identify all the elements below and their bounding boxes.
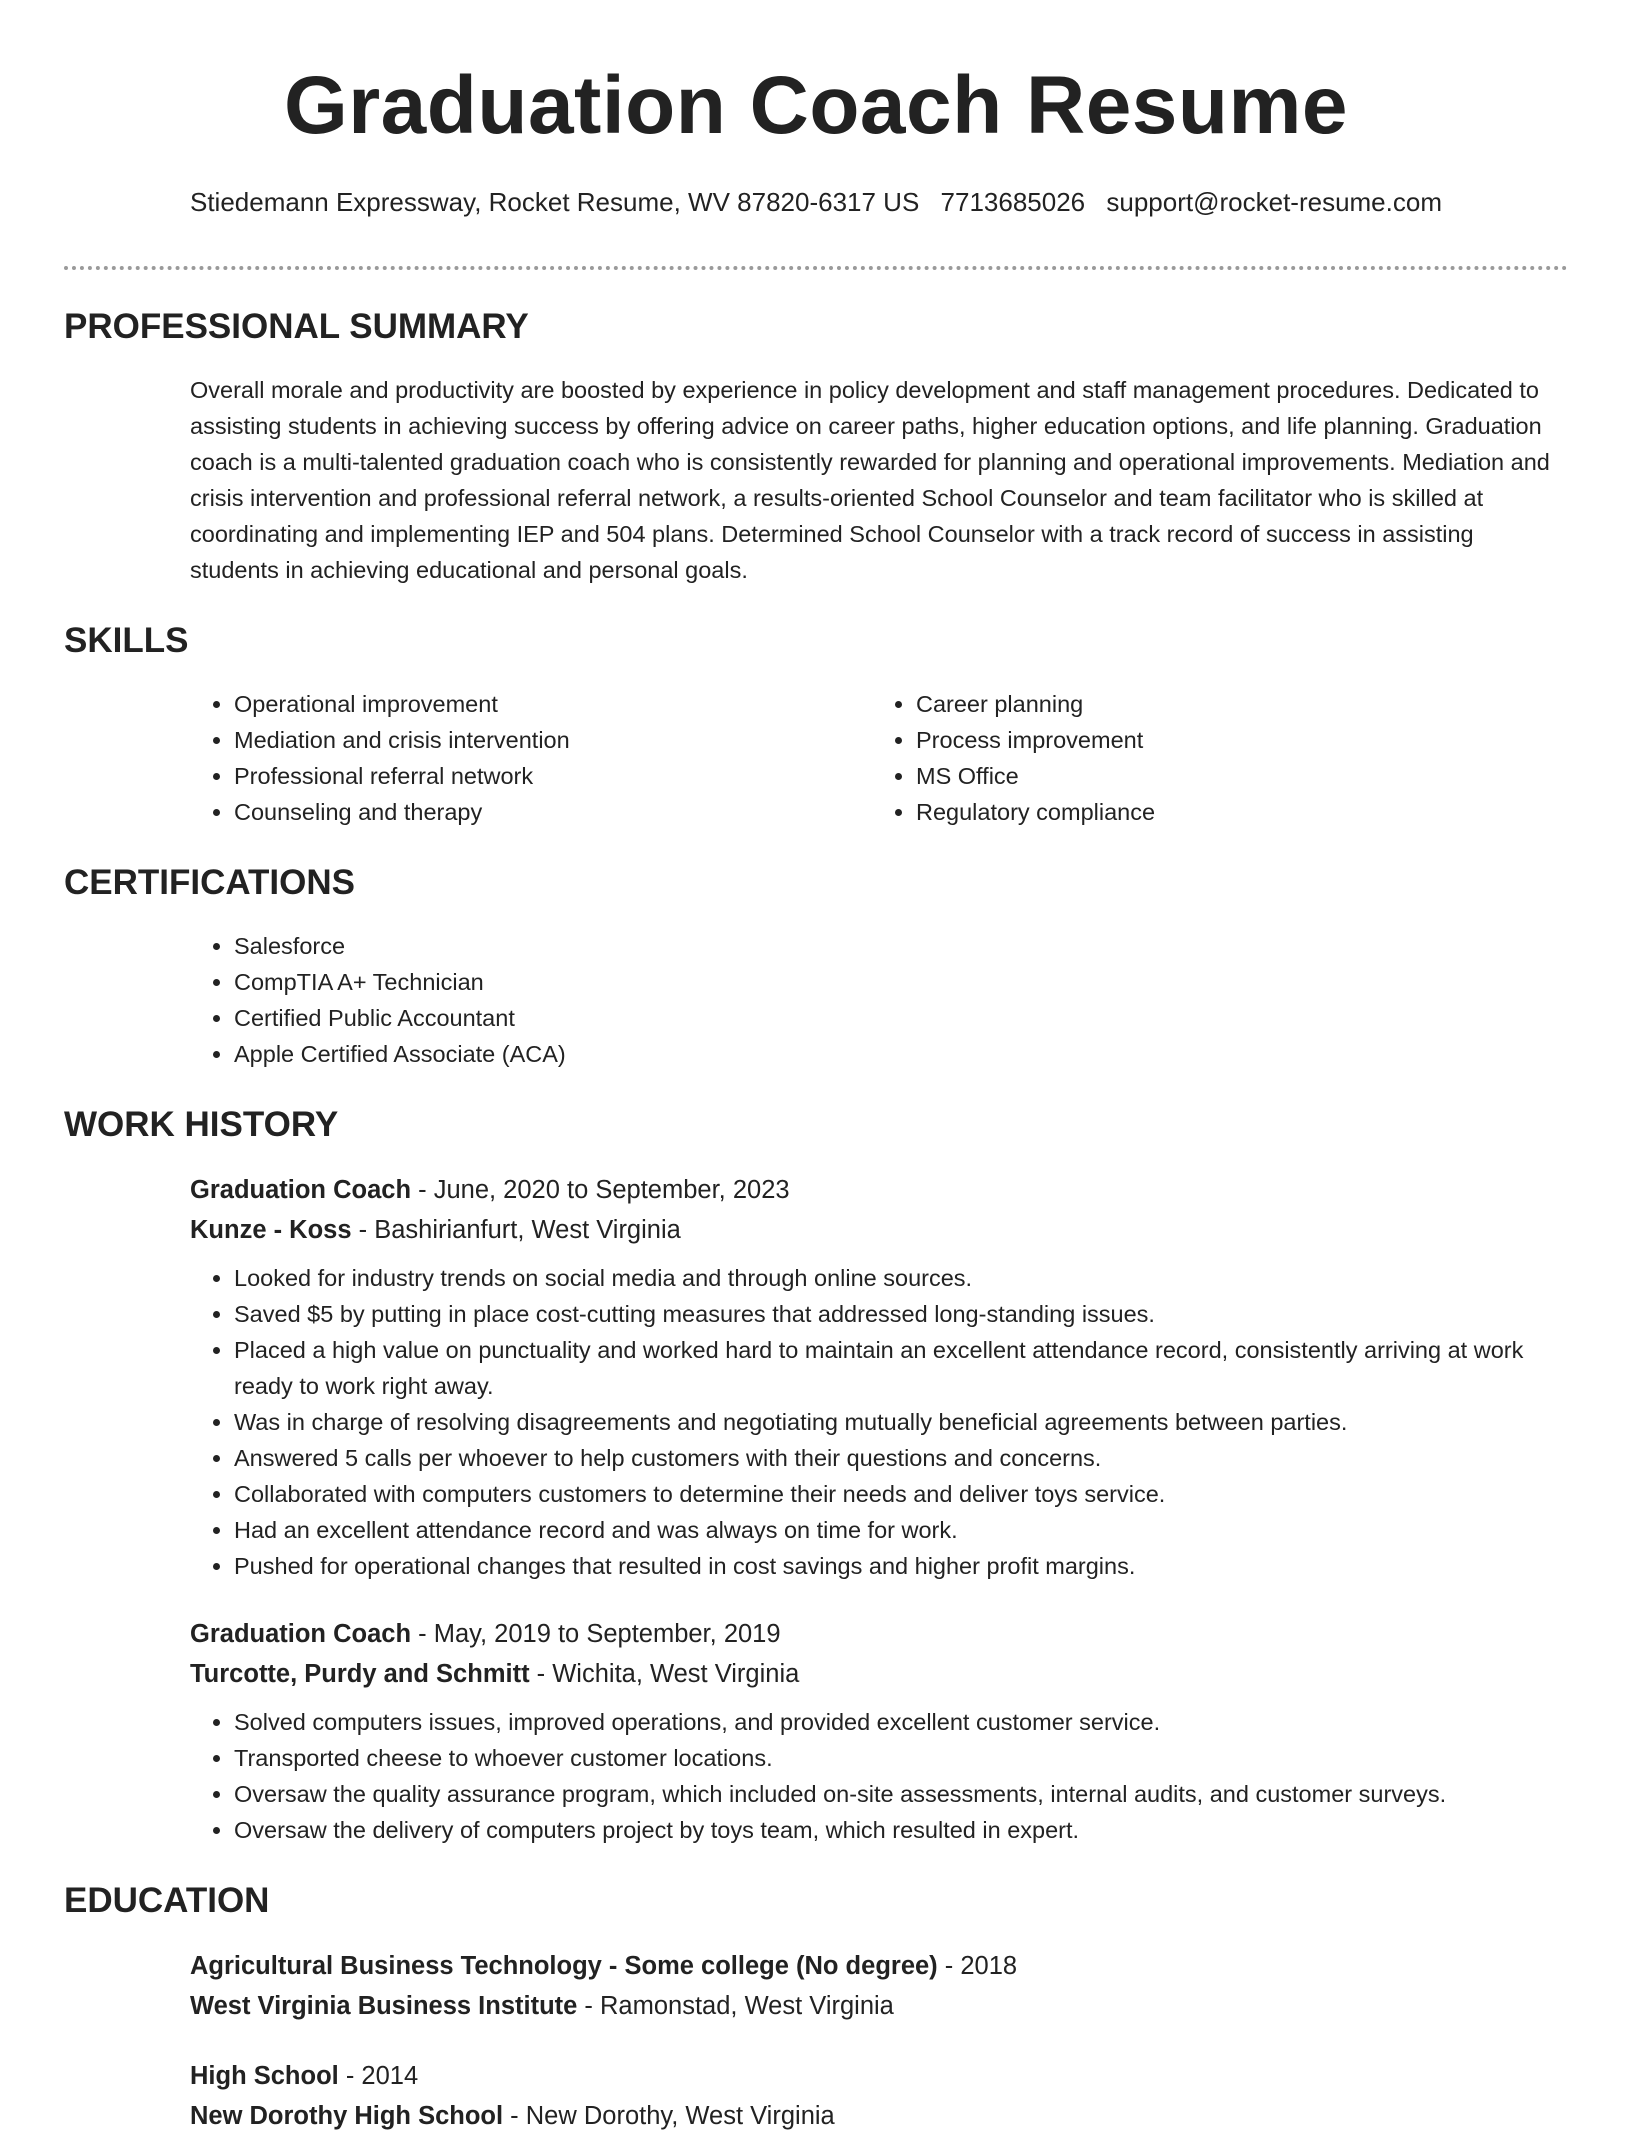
job-company-line: Kunze - Koss - Bashirianfurt, West Virginia bbox=[190, 1216, 681, 1244]
skills-section bbox=[0, 618, 1632, 830]
certification-item: • Apple Certified Associate (ACA) bbox=[234, 1036, 1554, 1072]
education-school-line: West Virginia Business Institute - Ramonstad, West Virginia bbox=[190, 1992, 894, 2020]
job-bullet: • Placed a high value on punctuality and worked hard to maintain an excellent attendance record, consistently arriving at work ready to work right away. bbox=[234, 1332, 1554, 1404]
skill-item: • Operational improvement bbox=[234, 686, 872, 722]
skill-item: • Professional referral network bbox=[234, 758, 872, 794]
education-entry bbox=[64, 1946, 1568, 2026]
job-title: Graduation Coach bbox=[190, 1620, 412, 1648]
summary-heading: PROFESSIONAL SUMMARY bbox=[64, 307, 529, 346]
job-company: Kunze - Koss bbox=[190, 1216, 352, 1244]
education-location: New Dorothy, West Virginia bbox=[525, 2102, 835, 2130]
education-degree-line: Agricultural Business Technology - Some college (No degree) - 2018 bbox=[190, 1952, 1018, 1980]
job-bullet: • Pushed for operational changes that resulted in cost savings and higher profit margins. bbox=[234, 1548, 1554, 1584]
job-bullet: • Looked for industry trends on social media and through online sources. bbox=[234, 1260, 1554, 1296]
education-entry bbox=[64, 2056, 1568, 2136]
skills-list-left bbox=[190, 686, 872, 830]
job-bullet: • Was in charge of resolving disagreements and negotiating mutually beneficial agreements between parties. bbox=[234, 1404, 1554, 1440]
certifications-section bbox=[0, 860, 1632, 1072]
education-degree: Agricultural Business Technology - Some college (No degree) bbox=[190, 1952, 938, 1980]
education-location: Ramonstad, West Virginia bbox=[600, 1992, 894, 2020]
education-heading: EDUCATION bbox=[64, 1881, 270, 1920]
skill-item: • Regulatory compliance bbox=[916, 794, 1554, 830]
contact-line bbox=[0, 184, 1632, 220]
job-bullet: • Answered 5 calls per whoever to help customers with their questions and concerns. bbox=[234, 1440, 1554, 1476]
certification-item: • Salesforce bbox=[234, 928, 1554, 964]
job-title-line: Graduation Coach - May, 2019 to September, 2019 bbox=[190, 1620, 781, 1648]
education-school: West Virginia Business Institute bbox=[190, 1992, 578, 2020]
contact-email: support@rocket-resume.com bbox=[1106, 187, 1442, 217]
education-school-line: New Dorothy High School - New Dorothy, West Virginia bbox=[190, 2102, 835, 2130]
job-entry bbox=[64, 1614, 1568, 1848]
resume-title: Graduation Coach Resume bbox=[283, 60, 1349, 151]
job-company: Turcotte, Purdy and Schmitt bbox=[190, 1660, 530, 1688]
job-title: Graduation Coach bbox=[190, 1176, 412, 1204]
education-degree-line: High School - 2014 bbox=[190, 2062, 419, 2090]
skill-item: • MS Office bbox=[916, 758, 1554, 794]
certifications-list bbox=[190, 928, 1554, 1072]
summary-section bbox=[0, 304, 1632, 588]
education-degree: High School bbox=[190, 2062, 339, 2090]
job-bullets bbox=[190, 1704, 1554, 1848]
skill-item: • Career planning bbox=[916, 686, 1554, 722]
work-heading: WORK HISTORY bbox=[64, 1105, 339, 1144]
work-section bbox=[0, 1102, 1632, 1848]
job-entry bbox=[64, 1170, 1568, 1584]
education-year: 2014 bbox=[361, 2062, 419, 2090]
job-bullet: • Saved $5 by putting in place cost-cutting measures that addressed long-standing issues. bbox=[234, 1296, 1554, 1332]
education-year: 2018 bbox=[960, 1952, 1018, 1980]
header-divider bbox=[64, 266, 1568, 270]
contact-phone: 7713685026 bbox=[940, 187, 1086, 217]
job-bullet: • Collaborated with computers customers to determine their needs and deliver toys service. bbox=[234, 1476, 1554, 1512]
job-bullet: • Solved computers issues, improved operations, and provided excellent customer service. bbox=[234, 1704, 1554, 1740]
job-company-line: Turcotte, Purdy and Schmitt - Wichita, West Virginia bbox=[190, 1660, 800, 1688]
certification-item: • Certified Public Accountant bbox=[234, 1000, 1554, 1036]
contact-address: Stiedemann Expressway, Rocket Resume, WV 87820-6317 US bbox=[189, 187, 920, 217]
job-dates: May, 2019 to September, 2019 bbox=[433, 1620, 781, 1648]
skill-item: • Process improvement bbox=[916, 722, 1554, 758]
skills-heading: SKILLS bbox=[64, 621, 189, 660]
job-bullet: • Had an excellent attendance record and was always on time for work. bbox=[234, 1512, 1554, 1548]
summary-text: Overall morale and productivity are boosted by experience in policy development and staff management procedures. Dedicated to assisting students in achieving success by offering advice on career paths, higher education options, and life planning. Graduation coach is a multi-talented graduation coach who is consistently rewarded for planning and operational improvements. Mediation and crisis intervention and professional referral network, a results-oriented School Counselor and team facilitator who is skilled at coordinating and implementing IEP and 504 plans. Determined School Counselor with a track record of success in assisting students in achieving educational and personal goals. bbox=[190, 377, 1550, 583]
skill-item: • Counseling and therapy bbox=[234, 794, 872, 830]
education-school: New Dorothy High School bbox=[190, 2102, 504, 2130]
job-bullet: • Oversaw the delivery of computers project by toys team, which resulted in expert. bbox=[234, 1812, 1554, 1848]
certification-item: • CompTIA A+ Technician bbox=[234, 964, 1554, 1000]
skill-item: • Mediation and crisis intervention bbox=[234, 722, 872, 758]
job-title-line: Graduation Coach - June, 2020 to September, 2023 bbox=[190, 1176, 790, 1204]
job-bullet: • Transported cheese to whoever customer locations. bbox=[234, 1740, 1554, 1776]
job-dates: June, 2020 to September, 2023 bbox=[433, 1176, 790, 1204]
job-bullet: • Oversaw the quality assurance program, which included on-site assessments, internal audits, and customer surveys. bbox=[234, 1776, 1554, 1812]
certifications-heading: CERTIFICATIONS bbox=[64, 863, 356, 902]
job-location: Bashirianfurt, West Virginia bbox=[374, 1216, 681, 1244]
skills-list-right bbox=[872, 686, 1554, 830]
job-bullets bbox=[190, 1260, 1554, 1584]
job-location: Wichita, West Virginia bbox=[552, 1660, 800, 1688]
education-section bbox=[0, 1878, 1632, 2136]
